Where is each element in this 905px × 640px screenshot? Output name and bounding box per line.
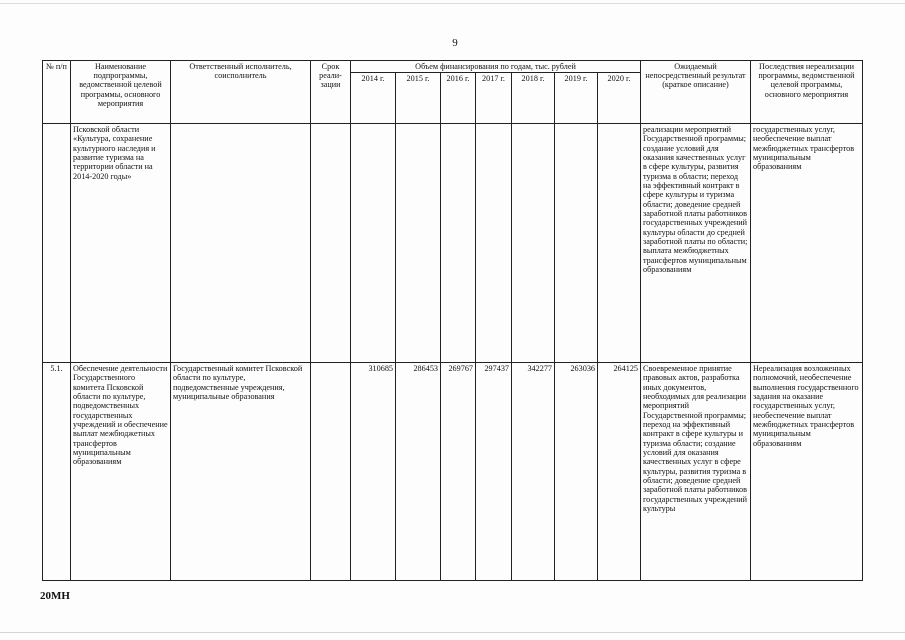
year-header: 2016 г. [441, 73, 476, 124]
year-header: 2020 г. [598, 73, 641, 124]
row-consequences: Нереализация возложенных полномочий, необеспечение выполнения государственного задания на оказание государственных услуг, необеспечение выплат межбюджетных трансфертов муниципальным образованиям [751, 363, 863, 581]
row-term [311, 363, 351, 581]
row-value [476, 124, 512, 363]
table-header-row [43, 61, 863, 73]
row-value: 297437 [476, 363, 512, 581]
row-value: 286453 [396, 363, 441, 581]
row-value: 342277 [512, 363, 555, 581]
scan-artifact-bottom [0, 632, 905, 633]
row-result: реализации мероприятий Государственной программы; создание условий для оказания качественных услуг в сфере культуры, развития туризма в области; переход на эффективный контракт в сфере культуры и туризма области; доведение средней заработной платы работников государственных учреждений культуры области до средней заработной платы по области; выплата межбюджетных трансфертов муниципальным образованиям [641, 124, 751, 363]
header-num: № п/п [43, 61, 71, 124]
row-executor: Государственный комитет Псковской области по культуре, подведомственные учреждения, муниципальные образования [171, 363, 311, 581]
year-header: 2014 г. [351, 73, 396, 124]
row-value: 310685 [351, 363, 396, 581]
year-header: 2017 г. [476, 73, 512, 124]
row-num [43, 124, 71, 363]
row-executor [171, 124, 311, 363]
row-value [598, 124, 641, 363]
row-value [555, 124, 598, 363]
row-value [512, 124, 555, 363]
table-row [43, 363, 863, 581]
footer-code: 20МН [40, 590, 70, 602]
program-table [42, 60, 863, 581]
year-header: 2015 г. [396, 73, 441, 124]
row-value: 269767 [441, 363, 476, 581]
header-name: Наименование подпрограммы, ведомственной целевой программы, основного мероприятия [71, 61, 171, 124]
row-term [311, 124, 351, 363]
year-header: 2019 г. [555, 73, 598, 124]
header-term: Срок реали-зации [311, 61, 351, 124]
table-row [43, 124, 863, 363]
scan-artifact-top [0, 3, 905, 4]
header-consequences: Последствия нереализации программы, ведомственной целевой программы, основного мероприятия [751, 61, 863, 124]
row-consequences: государственных услуг, необеспечение выплат межбюджетных трансфертов муниципальным образованиям [751, 124, 863, 363]
header-executor: Ответственный исполнитель, соисполнитель [171, 61, 311, 124]
year-header: 2018 г. [512, 73, 555, 124]
row-name: Псковской области «Культура, сохранение культурного наследия и развитие туризма на территории области на 2014-2020 годы» [71, 124, 171, 363]
header-result: Ожидаемый непосредственный результат (краткое описание) [641, 61, 751, 124]
row-name: Обеспечение деятельности Государственного комитета Псковской области по культуре, подведомственных государственных учреждений и обеспечение выплат межбюджетных трансфертов муниципальным образованиям [71, 363, 171, 581]
page-number: 9 [452, 37, 458, 49]
row-value [351, 124, 396, 363]
row-value: 263036 [555, 363, 598, 581]
header-funding: Объем финансирования по годам, тыс. рублей [351, 61, 641, 73]
row-result: Своевременное принятие правовых актов, разработка иных документов, необходимых для реализации мероприятий Государственной программы; переход на эффективный контракт в сфере культуры и туризма области; создание условий для оказания качественных услуг в сфере культуры, развития туризма в области; доведение средней заработной платы работников государственных учреждений культуры [641, 363, 751, 581]
row-value [396, 124, 441, 363]
row-num: 5.1. [43, 363, 71, 581]
row-value [441, 124, 476, 363]
row-value: 264125 [598, 363, 641, 581]
